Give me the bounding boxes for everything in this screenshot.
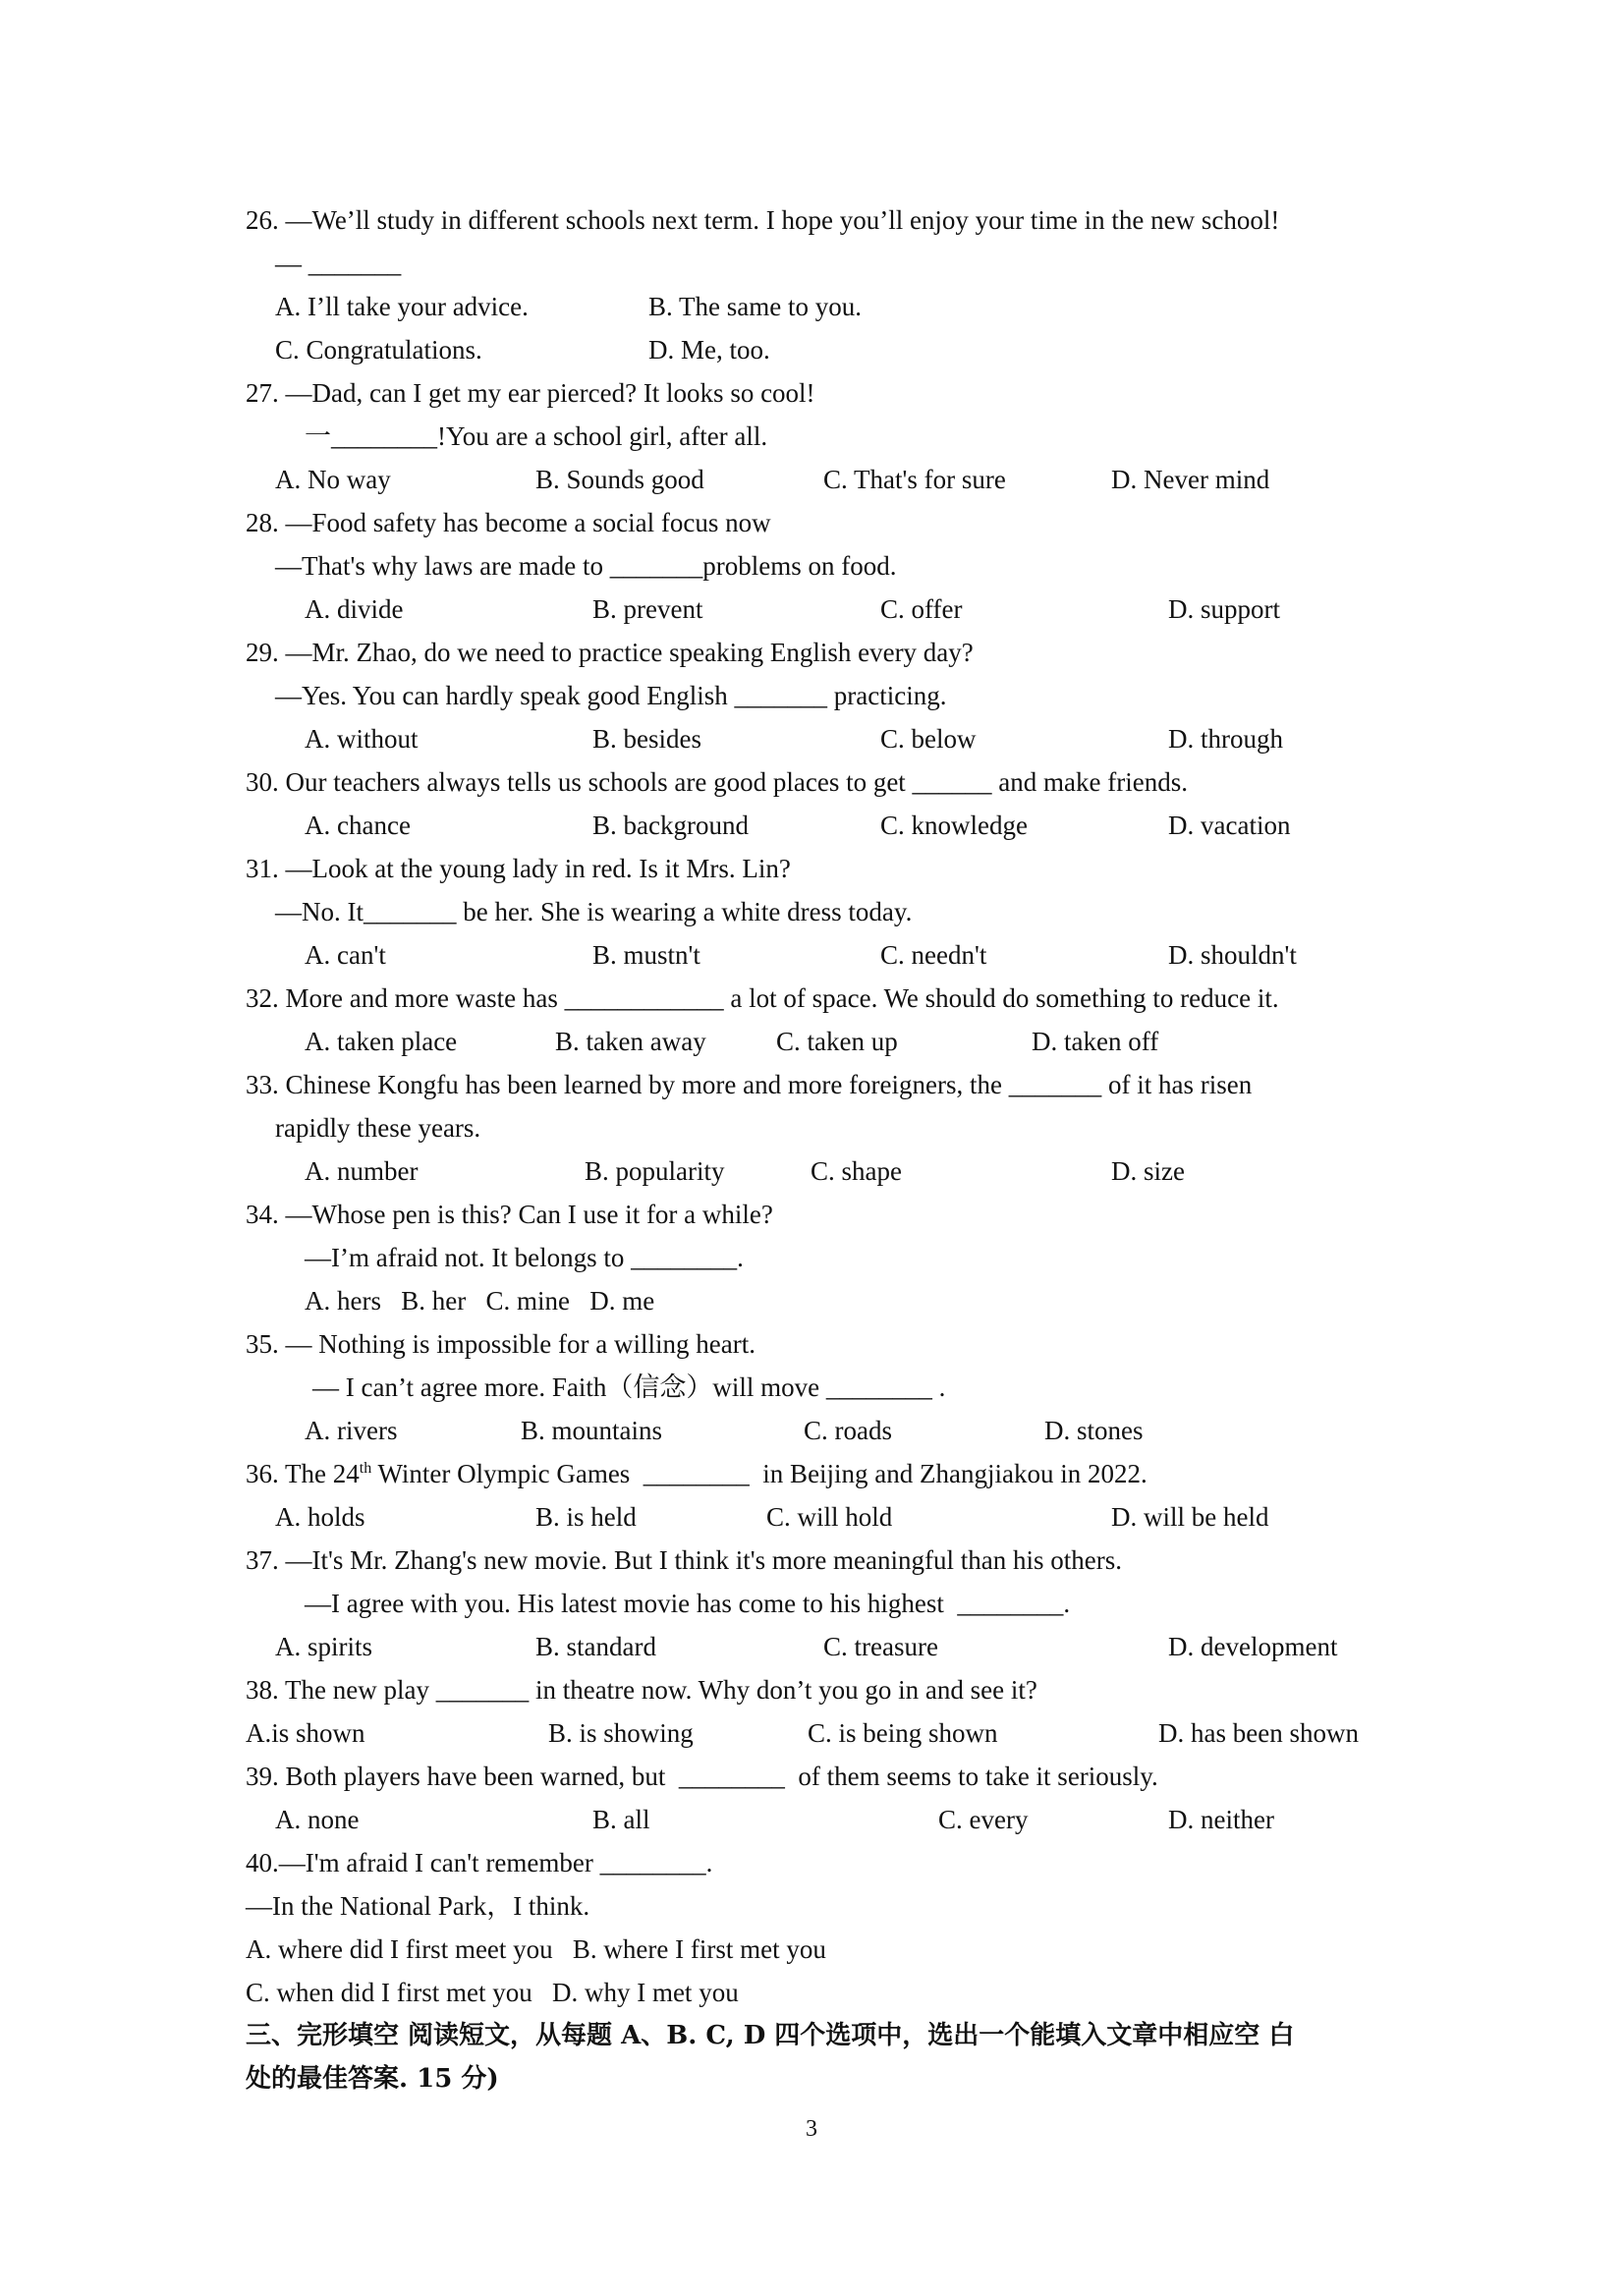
q37-option-c: C. treasure [823,1632,938,1661]
q28-stem: 28. —Food safety has become a social focus now [246,508,771,537]
q38-option-c: C. is being shown [808,1718,998,1748]
q26-option-d: D. Me, too. [648,335,770,364]
q36-option-a: A. holds [275,1502,365,1532]
q35-option-d: D. stones [1044,1416,1144,1445]
q26-option-c: C. Congratulations. [275,335,482,364]
q37-option-d: D. development [1168,1632,1338,1661]
q36-option-d: D. will be held [1111,1502,1269,1532]
q36-stem [246,1456,1147,1491]
section-heading-line1: 三、完形填空 阅读短文，从每题 A、B. C, D 四个选项中，选出一个能填入文章中相应空 白 [246,2021,1295,2050]
q40-options-cd: C. when did I first met you D. why I met you [246,1978,739,2007]
q37-stem: 37. —It's Mr. Zhang's new movie. But I think it's more meaningful than his others. [246,1545,1122,1575]
q29-option-b: B. besides [592,724,701,754]
q38-option-a: A.is shown [246,1718,365,1748]
q27-option-b: B. Sounds good [535,465,704,494]
q30-stem: 30. Our teachers always tells us schools are good places to get ______ and make friends. [246,767,1188,797]
q33-stem-continued: rapidly these years. [275,1113,481,1143]
q38-option-b: B. is showing [548,1718,694,1748]
q35-option-b: B. mountains [521,1416,663,1445]
q28-reply: —That's why laws are made to _______problems on food. [275,551,897,581]
q29-stem: 29. —Mr. Zhao, do we need to practice speaking English every day? [246,638,974,667]
q38-stem: 38. The new play _______ in theatre now. Why don’t you go in and see it? [246,1675,1037,1705]
q39-stem: 39. Both players have been warned, but ________ of them seems to take it seriously. [246,1762,1158,1791]
q31-stem: 31. —Look at the young lady in red. Is it Mrs. Lin? [246,854,791,883]
q36-stem-end: Winter Olympic Games ________ in Beijing and Zhangjiakou in 2022. [371,1459,1147,1488]
q28-option-d: D. support [1168,594,1280,624]
q34-options: A. hers B. her C. mine D. me [305,1286,655,1316]
q37-option-b: B. standard [535,1632,656,1661]
q28-option-c: C. offer [880,594,963,624]
q40-stem: 40.—I'm afraid I can't remember ________. [246,1848,713,1877]
q33-option-d: D. size [1111,1156,1185,1186]
q31-reply: —No. It_______ be her. She is wearing a white dress today. [275,897,913,926]
q27-reply: 一________!You are a school girl, after all. [305,421,768,451]
q33-option-a: A. number [305,1156,419,1186]
page-number: 3 [806,2116,817,2142]
q28-option-a: A. divide [305,594,404,624]
q28-option-b: B. prevent [592,594,703,624]
q37-option-a: A. spirits [275,1632,373,1661]
q35-option-a: A. rivers [305,1416,398,1445]
q35-reply: — I can’t agree more. Faith（信念）will move ________ . [312,1372,946,1402]
q33-stem: 33. Chinese Kongfu has been learned by more and more foreigners, the _______ of it has risen [246,1070,1253,1099]
q37-reply: —I agree with you. His latest movie has come to his highest ________. [305,1589,1071,1618]
q33-option-c: C. shape [811,1156,902,1186]
q34-stem: 34. —Whose pen is this? Can I use it for a while? [246,1200,773,1229]
q33-option-b: B. popularity [585,1156,725,1186]
q27-option-a: A. No way [275,465,391,494]
q35-stem: 35. — Nothing is impossible for a willing heart. [246,1329,756,1359]
section-heading-line2: 处的最佳答案. 15 分) [246,2064,499,2094]
q31-option-a: A. can't [305,940,386,970]
q36-stem-start: 36. The 24 [246,1459,360,1488]
q29-option-d: D. through [1168,724,1283,754]
q39-option-a: A. none [275,1805,360,1834]
q29-option-c: C. below [880,724,977,754]
q36-option-b: B. is held [535,1502,637,1532]
q39-option-b: B. all [592,1805,650,1834]
q26-option-b: B. The same to you. [648,292,862,321]
q39-option-d: D. neither [1168,1805,1274,1834]
q29-reply: —Yes. You can hardly speak good English _______ practicing. [275,681,947,710]
q30-option-a: A. chance [305,811,411,840]
q29-option-a: A. without [305,724,419,754]
q27-stem: 27. —Dad, can I get my ear pierced? It looks so cool! [246,378,815,408]
q36-option-c: C. will hold [766,1502,893,1532]
q32-option-c: C. taken up [776,1027,898,1056]
q40-options-ab: A. where did I first meet you B. where I first met you [246,1934,826,1964]
q30-option-d: D. vacation [1168,811,1291,840]
q26-reply: — _______ [275,249,402,278]
q31-option-d: D. shouldn't [1168,940,1297,970]
q31-option-b: B. mustn't [592,940,700,970]
q39-option-c: C. every [938,1805,1029,1834]
q30-option-b: B. background [592,811,749,840]
q27-option-d: D. Never mind [1111,465,1270,494]
q36-superscript: th [359,1460,372,1477]
q34-reply: —I’m afraid not. It belongs to ________. [305,1243,744,1272]
q40-reply: —In the National Park，I think. [246,1891,590,1921]
q32-stem: 32. More and more waste has ____________ a lot of space. We should do something to reduce it. [246,983,1279,1013]
q31-option-c: C. needn't [880,940,987,970]
q27-option-c: C. That's for sure [823,465,1006,494]
q30-option-c: C. knowledge [880,811,1028,840]
q32-option-b: B. taken away [555,1027,706,1056]
q32-option-d: D. taken off [1032,1027,1159,1056]
q32-option-a: A. taken place [305,1027,458,1056]
q35-option-c: C. roads [804,1416,892,1445]
q26-stem: 26. —We’ll study in different schools next term. I hope you’ll enjoy your time in the new school! [246,205,1280,235]
q26-option-a: A. I’ll take your advice. [275,292,529,321]
q38-option-d: D. has been shown [1158,1718,1359,1748]
